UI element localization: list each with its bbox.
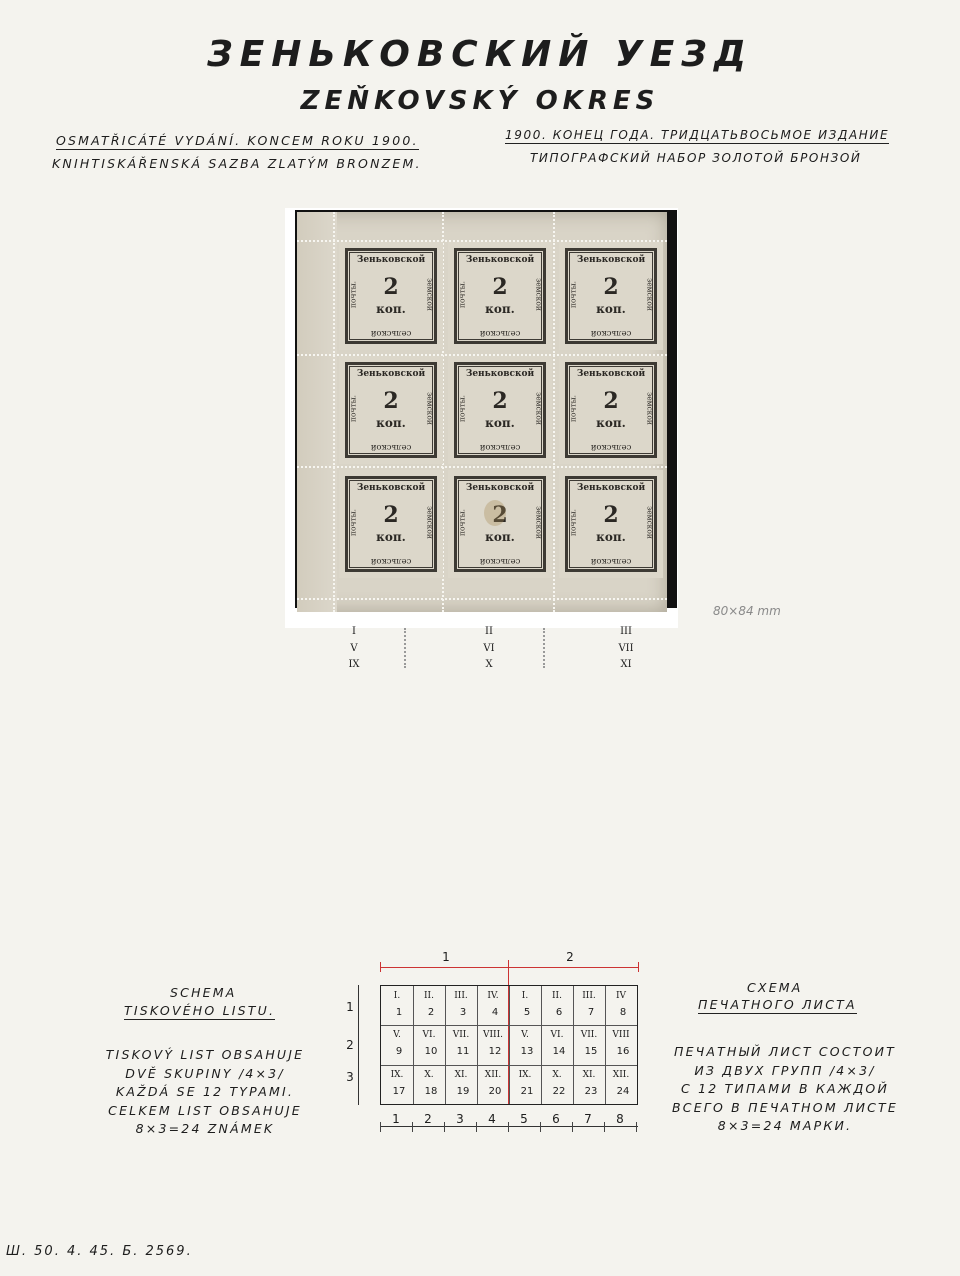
grid-cell-type: XII. bbox=[612, 1069, 630, 1080]
grid-col-line bbox=[509, 986, 510, 1104]
grid-cell-type: XII. bbox=[484, 1069, 502, 1080]
catalog-reference: Ш. 50. 4. 45. Б. 2569. bbox=[6, 1244, 193, 1259]
note-left-2: KNIHTISKÁŘENSKÁ SAZBA ZLATÝM BRONZEM. bbox=[52, 156, 422, 171]
column-label: 3 bbox=[456, 1112, 464, 1126]
column-axis bbox=[380, 1126, 638, 1127]
column-tick bbox=[636, 1122, 637, 1132]
grid-col-line bbox=[573, 986, 574, 1104]
grid-cell-number: 19 bbox=[456, 1085, 470, 1097]
schema-left-heading: SCHEMA bbox=[170, 985, 237, 1000]
pos-label: X bbox=[485, 659, 493, 670]
grid-cell-type: III. bbox=[454, 991, 468, 1001]
grid-cell-type: VIII bbox=[612, 1030, 630, 1041]
stamp-2: Зеньковской 2 коп. сельской почты. земской bbox=[448, 242, 552, 350]
grid-col-line bbox=[541, 986, 542, 1104]
grid-cell-number: 6 bbox=[555, 1007, 563, 1018]
grid-cell-type: I. bbox=[393, 991, 401, 1001]
note-right-2: ТИПОГРАФСКИЙ НАБОР ЗОЛОТОЙ БРОНЗОЙ bbox=[530, 151, 862, 165]
grid-cell-type: IX. bbox=[390, 1069, 404, 1080]
column-label: 2 bbox=[424, 1112, 432, 1126]
note-left-1: OSMATŘICÁTÉ VYDÁNÍ. KONCEM ROKU 1900. bbox=[56, 133, 419, 148]
grid-cell-number: 12 bbox=[488, 1046, 502, 1058]
group-bracket bbox=[380, 967, 638, 968]
grid-cell-type: II. bbox=[424, 991, 434, 1001]
pos-label: IX bbox=[348, 659, 360, 670]
pos-label: XI bbox=[620, 659, 632, 670]
grid-cell-number: 10 bbox=[424, 1046, 438, 1058]
stamp-5: Зеньковской 2 коп. сельской почты. земской bbox=[339, 356, 443, 464]
grid-cell-number: 24 bbox=[616, 1085, 630, 1097]
schema-right-text: ПЕЧАТНЫЙ ЛИСТ СОСТОИТ ИЗ ДВУХ ГРУПП /4×3/ С 12 ТИПАМИ В КАЖДОЙ ВСЕГО В ПЕЧАТНОМ ЛИСТЕ 8×3=24 МАРКИ. bbox=[672, 1044, 898, 1133]
grid-cell-number: 17 bbox=[392, 1085, 406, 1097]
grid-cell-type: VII. bbox=[580, 1030, 598, 1041]
schema-left-subheading: TISKOVÉHO LISTU. bbox=[124, 1003, 276, 1018]
grid-col-line bbox=[445, 986, 446, 1104]
column-label: 4 bbox=[488, 1112, 496, 1126]
group-label: 2 bbox=[566, 950, 574, 964]
grid-cell-type: VI. bbox=[550, 1030, 564, 1041]
stamp-10: Зеньковской 2 коп. сельской почты. земской bbox=[448, 470, 552, 578]
grid-cell-type: VII. bbox=[452, 1030, 470, 1041]
grid-cell-type: IX. bbox=[518, 1069, 532, 1080]
grid-cell-number: 11 bbox=[456, 1046, 470, 1058]
grid-col-line bbox=[477, 986, 478, 1104]
column-tick bbox=[476, 1122, 477, 1132]
grid-cell-type: VIII. bbox=[482, 1030, 504, 1041]
perforation-line bbox=[297, 598, 667, 600]
column-label: 1 bbox=[392, 1112, 400, 1126]
grid-col-line bbox=[413, 986, 414, 1104]
note-right-1: 1900. КОНЕЦ ГОДА. ТРИДЦАТЬВОСЬМОЕ ИЗДАНИЕ bbox=[505, 128, 890, 142]
stamp-9: Зеньковской 2 коп. сельской почты. земской bbox=[339, 470, 443, 578]
grid-cell-type: V. bbox=[393, 1030, 401, 1041]
column-tick bbox=[604, 1122, 605, 1132]
grid-cell-type: XI. bbox=[582, 1069, 596, 1080]
column-label: 6 bbox=[552, 1112, 560, 1126]
group-tick bbox=[380, 962, 381, 972]
grid-cell-type: X. bbox=[424, 1069, 434, 1080]
grid-cell-type: IV bbox=[615, 991, 627, 1001]
grid-cell-type: XI. bbox=[454, 1069, 468, 1080]
column-tick bbox=[380, 1122, 381, 1132]
stamp-7: Зеньковской 2 коп. сельской почты. земской bbox=[559, 356, 663, 464]
page-subtitle: ZEŇKOVSKÝ OKRES bbox=[300, 86, 660, 116]
column-tick bbox=[444, 1122, 445, 1132]
row-label: 1 bbox=[346, 1000, 354, 1014]
grid-cell-type: I. bbox=[521, 991, 529, 1001]
grid-cell-number: 14 bbox=[552, 1046, 566, 1058]
grid-cell-number: 18 bbox=[424, 1085, 438, 1097]
perforation-line bbox=[297, 466, 667, 468]
grid-cell-number: 21 bbox=[520, 1085, 534, 1097]
dotted-separator bbox=[404, 628, 406, 668]
column-label: 5 bbox=[520, 1112, 528, 1126]
group-label: 1 bbox=[442, 950, 450, 964]
perforation-line bbox=[553, 212, 555, 612]
grid-cell-number: 4 bbox=[491, 1007, 499, 1018]
column-tick bbox=[572, 1122, 573, 1132]
stamp-1: Зеньковской 2 коп. сельской почты. земской bbox=[339, 242, 443, 350]
column-label: 7 bbox=[584, 1112, 592, 1126]
grid-cell-type: IV. bbox=[487, 991, 499, 1001]
grid-cell-number: 15 bbox=[584, 1046, 598, 1058]
column-tick bbox=[412, 1122, 413, 1132]
schema-left-text: TISKOVÝ LIST OBSAHUJE DVĚ SKUPINY /4×3/ KAŽDÁ SE 12 TYPAMI. CELKEM LIST OBSAHUJE 8×3=24 ZNÁMEK bbox=[105, 1047, 305, 1136]
page-title: ЗЕНЬКОВСКИЙ УЕЗД bbox=[207, 34, 753, 75]
grid-cell-type: X. bbox=[552, 1069, 562, 1080]
grid-cell-type: II. bbox=[552, 991, 562, 1001]
grid-cell-number: 23 bbox=[584, 1085, 598, 1097]
grid-col-line bbox=[605, 986, 606, 1104]
group-tick bbox=[638, 962, 639, 972]
size-note: 80×84 mm bbox=[713, 604, 781, 618]
pos-label: VI bbox=[483, 643, 495, 654]
pos-label: I bbox=[352, 626, 356, 637]
grid-cell-type: III. bbox=[582, 991, 596, 1001]
column-label: 8 bbox=[616, 1112, 624, 1126]
schema-right-subheading: ПЕЧАТНОГО ЛИСТА bbox=[698, 997, 857, 1012]
column-tick bbox=[540, 1122, 541, 1132]
grid-cell-type: VI. bbox=[422, 1030, 436, 1041]
print-sheet-grid bbox=[380, 985, 638, 1105]
grid-cell-number: 20 bbox=[488, 1085, 502, 1097]
grid-cell-number: 5 bbox=[523, 1007, 531, 1018]
grid-cell-number: 9 bbox=[395, 1046, 403, 1058]
pos-label: III bbox=[620, 626, 632, 637]
pos-label: II bbox=[485, 626, 493, 637]
grid-cell-number: 2 bbox=[427, 1007, 435, 1018]
schema-right-heading: СХЕМА bbox=[747, 980, 803, 995]
stamp-11: Зеньковской 2 коп. сельской почты. земской bbox=[559, 470, 663, 578]
column-tick bbox=[508, 1122, 509, 1132]
grid-cell-number: 13 bbox=[520, 1046, 534, 1058]
grid-cell-number: 7 bbox=[587, 1007, 595, 1018]
grid-cell-number: 8 bbox=[619, 1007, 627, 1018]
grid-cell-number: 16 bbox=[616, 1046, 630, 1058]
pos-label: V bbox=[350, 643, 358, 654]
row-label: 3 bbox=[346, 1070, 354, 1084]
pos-label: VII bbox=[618, 643, 634, 654]
row-label: 2 bbox=[346, 1038, 354, 1052]
grid-cell-number: 3 bbox=[459, 1007, 467, 1018]
grid-cell-number: 1 bbox=[395, 1007, 403, 1018]
stamp-6: Зеньковской 2 коп. сельской почты. земской bbox=[448, 356, 552, 464]
dotted-separator bbox=[543, 628, 545, 668]
grid-cell-type: V. bbox=[521, 1030, 529, 1041]
grid-cell-number: 22 bbox=[552, 1085, 566, 1097]
stamp-3: Зеньковской 2 коп. сельской почты. земской bbox=[559, 242, 663, 350]
stain-mark bbox=[484, 500, 506, 526]
perforation-line bbox=[333, 212, 335, 612]
sheet-margin bbox=[297, 212, 337, 612]
